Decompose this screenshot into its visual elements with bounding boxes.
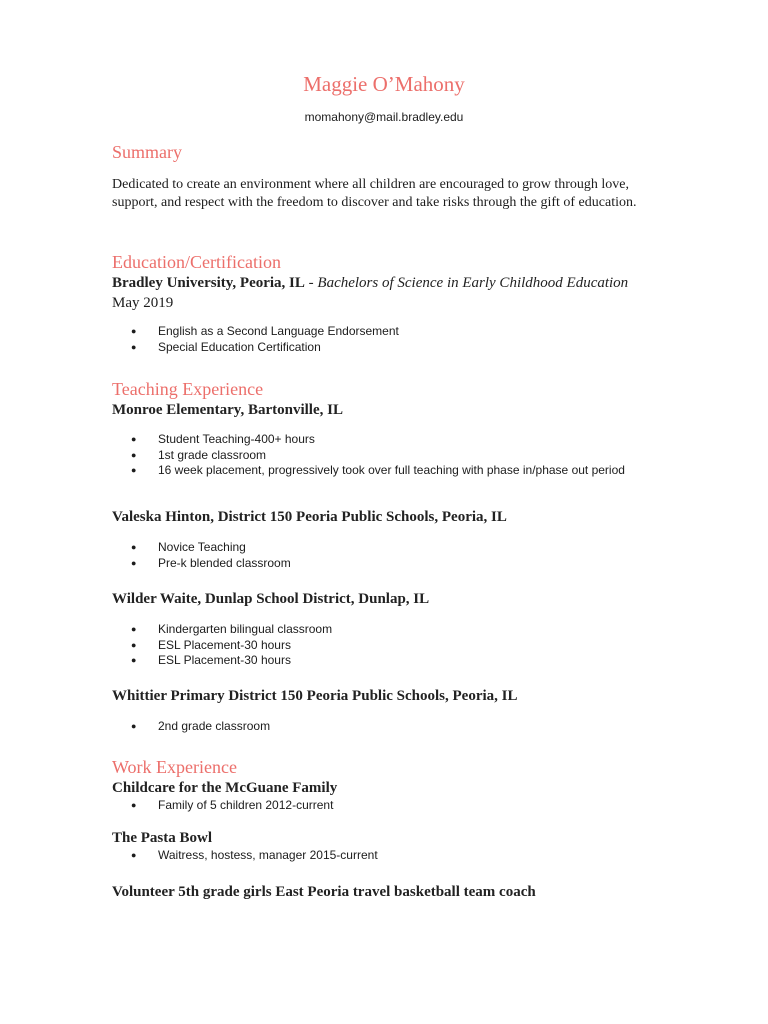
candidate-name: Maggie O’Mahony: [303, 72, 465, 96]
job-place: Wilder Waite, Dunlap School District, Dunlap, IL: [112, 591, 430, 607]
work-title: Work Experience: [112, 757, 237, 777]
email-address[interactable]: momahony@mail.bradley.edu: [304, 110, 464, 124]
list-item: ● 2nd grade classroom: [131, 719, 270, 735]
volunteer-role: Volunteer 5th grade girls East Peoria travel basketball team coach: [112, 884, 536, 900]
list-item: ● Special Education Certification: [131, 340, 399, 356]
job-place: Monroe Elementary, Bartonville, IL: [112, 402, 343, 418]
list-item: ● Student Teaching-400+ hours: [131, 432, 625, 448]
education-bullets: [131, 324, 399, 355]
list-item: ● Novice Teaching: [131, 540, 291, 556]
summary-text: Dedicated to create an environment where all children are encouraged to grow through love, support, and respect with the freedom to discover and take risks through the gift of education.: [112, 177, 637, 210]
list-item: ● Waitress, hostess, manager 2015-current: [131, 848, 378, 864]
list-item: ● Kindergarten bilingual classroom: [131, 622, 332, 638]
job-place: Childcare for the McGuane Family: [112, 780, 338, 796]
summary-title: Summary: [112, 142, 182, 162]
list-item: ● English as a Second Language Endorsement: [131, 324, 399, 340]
list-item: ● 1st grade classroom: [131, 448, 625, 464]
list-item: ● Pre-k blended classroom: [131, 556, 291, 572]
degree-separator: -: [304, 275, 318, 291]
graduation-date: May 2019: [112, 295, 174, 311]
job-bullets: [131, 622, 332, 669]
list-item: ● 16 week placement, progressively took over full teaching with phase in/phase out period: [131, 463, 625, 479]
education-heading: [112, 273, 628, 293]
job-bullets: [131, 719, 270, 735]
teaching-title: Teaching Experience: [112, 379, 264, 399]
list-item: ● Family of 5 children 2012-current: [131, 798, 333, 814]
job-bullets: [131, 798, 333, 814]
job-bullets: [131, 432, 625, 479]
job-place: Valeska Hinton, District 150 Peoria Public Schools, Peoria, IL: [112, 509, 507, 525]
education-title: Education/Certification: [112, 252, 281, 272]
job-bullets: [131, 848, 378, 864]
job-place: Whittier Primary District 150 Peoria Public Schools, Peoria, IL: [112, 688, 518, 704]
list-item: ● ESL Placement-30 hours: [131, 653, 332, 669]
school-name: Bradley University, Peoria, IL: [112, 275, 305, 291]
degree-name: Bachelors of Science in Early Childhood Education: [317, 275, 629, 291]
job-bullets: [131, 540, 291, 571]
job-place: The Pasta Bowl: [112, 830, 213, 846]
list-item: ● ESL Placement-30 hours: [131, 638, 332, 654]
